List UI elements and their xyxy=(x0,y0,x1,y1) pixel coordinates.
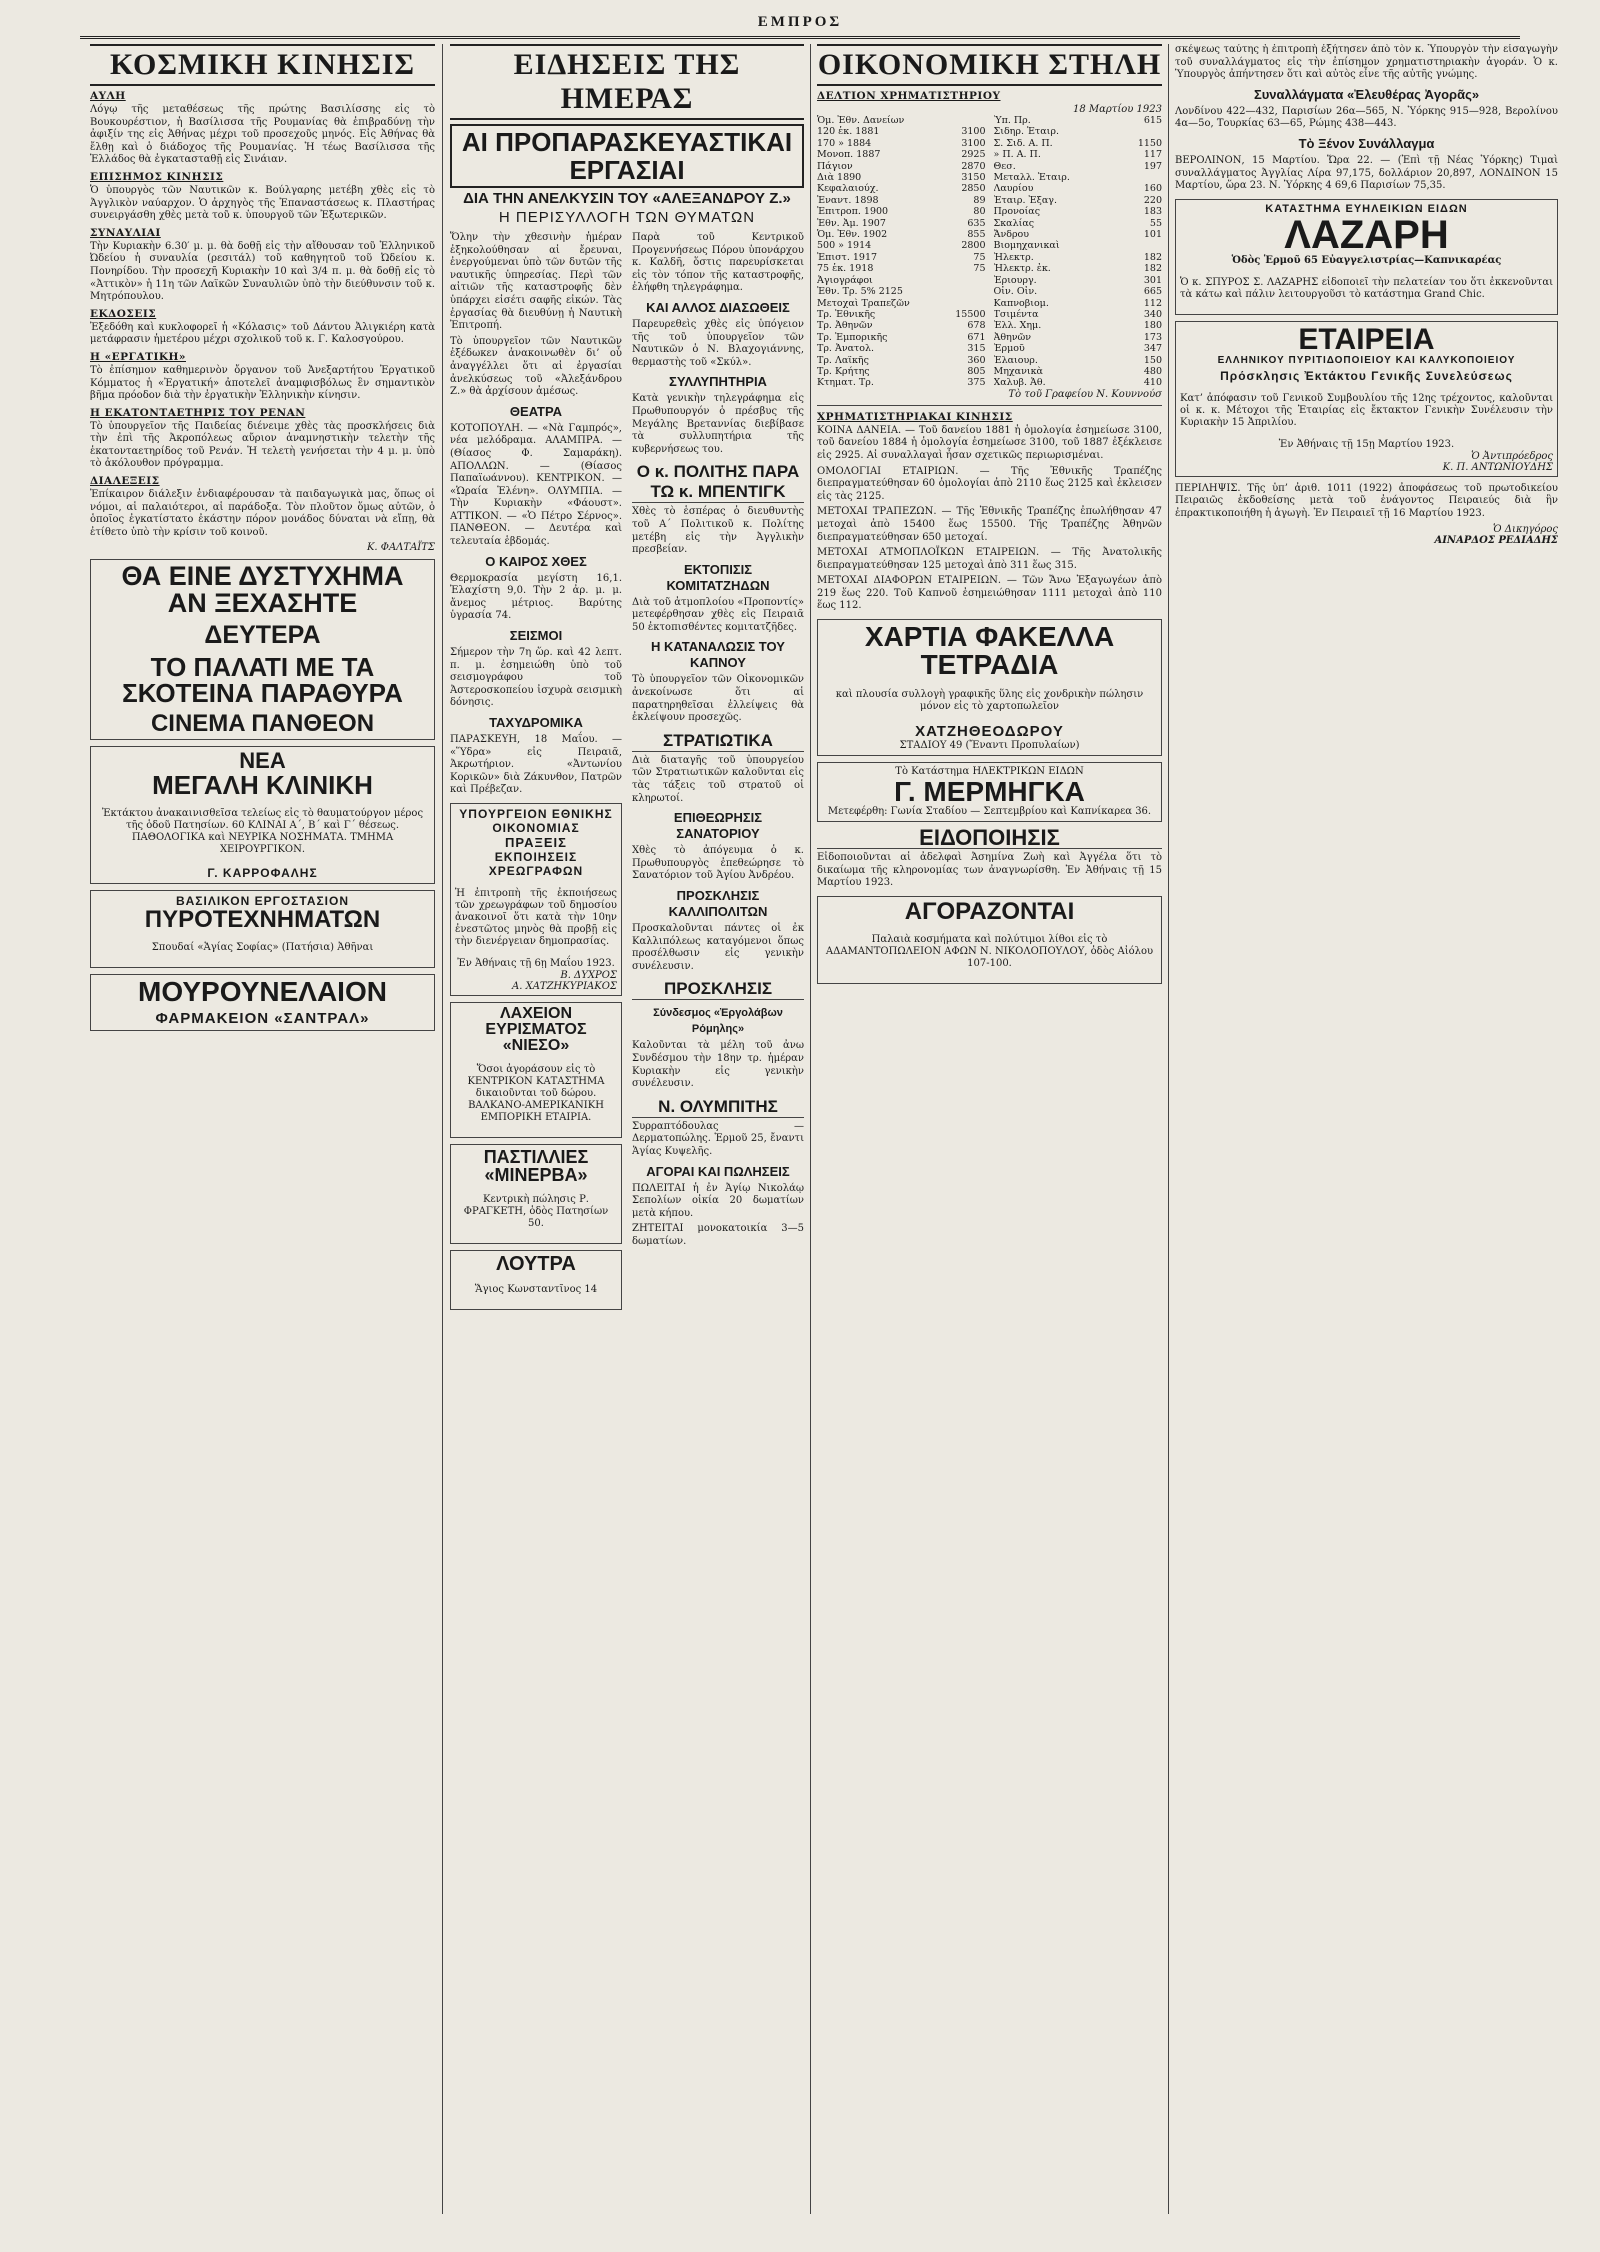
ad-text: Παλαιὰ κοσμήματα καὶ πολύτιμοι λίθοι εἰς τὸ ΑΔΑΜΑΝΤΟΠΩΛΕΙΟΝ ΑΦΩΝ Ν. ΝΙΚΟΛΟΠΟΥΛΟΥ, ὁδὸς Αἰόλου 107-100. xyxy=(825,933,1154,969)
section-title: ΣΤΡΑΤΙΩΤΙΚΑ xyxy=(632,731,804,752)
section-title: ΣΥΝΑΥΛΙΑΙ xyxy=(90,226,161,239)
quote-row xyxy=(994,320,1163,331)
quote-value: 480 xyxy=(1143,365,1162,377)
quote-row xyxy=(994,286,1163,297)
ad-headline: ΑΓΟΡΑΖΟΝΤΑΙ xyxy=(904,897,1075,925)
quote-value: 183 xyxy=(1143,206,1162,218)
quote-value: 197 xyxy=(1143,160,1162,172)
section-title: Συναλλάγματα «Ἐλευθέρας Ἀγορᾶς» xyxy=(1253,86,1480,102)
notice-subtitle: Πρόσκλησις Ἐκτάκτου Γενικῆς Συνελεύσεως xyxy=(1220,368,1513,383)
notice-subtitle: ΠΡΑΞΕΙΣ xyxy=(505,834,567,850)
clinic-advertisement xyxy=(90,746,435,884)
quote-row xyxy=(817,343,986,354)
column-rule xyxy=(1168,44,1169,2214)
quote-row xyxy=(817,126,986,137)
quotes-column xyxy=(817,115,986,389)
ad-headline: ΜΟΥΡΟΥΝΕΛΑΙΟΝ xyxy=(138,976,387,1008)
article-text: Κατὰ γενικὴν τηλεγράφημα εἰς Πρωθυπουργόν ὁ πρέσβυς τῆς Μεγάλης Βρεταννίας διεβίβασε τὰ συλλυπητήρια τῆς κυβερνήσεως του. xyxy=(632,393,804,455)
section-title: ΚΑΙ ΑΛΛΟΣ ΔΙΑΣΩΘΕΙΣ xyxy=(646,299,790,315)
quote-label: Ἑλλ. Χημ. xyxy=(993,320,1042,332)
quote-value: 89 xyxy=(973,194,986,206)
quote-value: 3100 xyxy=(961,126,986,138)
quote-row xyxy=(817,149,986,160)
lead-subheadline: Η ΠΕΡΙΣΥΛΛΟΓΗ ΤΩΝ ΘΥΜΑΤΩΝ xyxy=(498,209,756,226)
quote-label: Ἀθηνῶν xyxy=(993,331,1032,343)
signature: Ὁ Δικηγόρος xyxy=(1493,523,1558,535)
quote-row xyxy=(994,298,1163,309)
article-text: Ἐξεδόθη καὶ κυκλοφορεῖ ἡ «Κόλασις» τοῦ Δάντου Ἀλιγκιέρη κατὰ μετάφρασιν ἡμετέρου μέχρι σχολικοῦ τοῦ κ. Γ. Καλοσγούρου. xyxy=(90,321,435,346)
ad-text: Ἐκτάκτου ἀνακαινισθεῖσα τελείως εἰς τὸ θαυματούργον μέρος τῆς ὁδοῦ Πατησίων. 60 ΚΛΙΝΑΙ Α΄, Β΄ καὶ Γ΄ θέσεως. ΠΑΘΟΛΟΓΙΚΑ καὶ ΝΕΥΡΙΚΑ ΝΟΣΗΜΑΤΑ. ΤΜΗΜΑ ΧΕΙΡΟΥΡΓΙΚΟΝ. xyxy=(101,808,424,856)
quote-value: 182 xyxy=(1143,263,1162,275)
quote-value: 2850 xyxy=(961,183,986,195)
quote-label: Μονοπ. 1887 xyxy=(817,149,881,161)
quote-row xyxy=(817,172,986,183)
quote-label: Ὁμ. Ἐθν. 1902 xyxy=(817,229,888,241)
quote-value: 2800 xyxy=(961,240,986,252)
article-text: Τὸ ὑπουργεῖον τῆς Παιδείας διένειμε χθὲς τὰς προσκλήσεις διὰ τὴν ἐπὶ τῆς Ἀκροπόλεως αὔριον ἀναμνηστικὴν τελετὴν τῆς ἑκατονταετηρίδος τοῦ Ρενάν. Ἡ τελετὴ γενήσεται τὴν 4 μ. μ. ὑπὸ τὸ ἀκόλουθον πρόγραμμα. xyxy=(90,420,435,470)
table-date: 18 Μαρτίου 1923 xyxy=(1073,104,1162,115)
quote-label: Ἠλεκτρ. xyxy=(993,251,1034,263)
ministry-notice xyxy=(450,803,622,996)
quote-row xyxy=(994,206,1163,217)
quote-label: Ἐριουργ. xyxy=(993,274,1037,286)
gunpowder-company-notice xyxy=(1175,321,1558,477)
ad-text: Ἅγιος Κωνσταντῖνος 14 xyxy=(474,1283,598,1295)
quote-label: Ὑπ. Πρ. xyxy=(993,115,1031,126)
fireworks-advertisement xyxy=(90,890,435,968)
quote-row xyxy=(817,229,986,240)
quote-row xyxy=(817,309,986,320)
article-text: Χθὲς τὸ ἀπόγευμα ὁ κ. Πρωθυπουργὸς ἐπεθεώρησε τὸ Σανατόριον τοῦ Ἀγίου Ἀνδρέου. xyxy=(632,845,804,882)
quote-value: 671 xyxy=(967,331,986,343)
quote-row xyxy=(994,229,1163,240)
quote-row xyxy=(994,332,1163,343)
quote-row xyxy=(994,240,1163,251)
quote-row xyxy=(994,126,1163,137)
quote-value: 1150 xyxy=(1137,137,1162,149)
quote-value: 855 xyxy=(967,229,986,241)
quote-label: Μεταλλ. Ἑταιρ. xyxy=(993,172,1070,184)
column-news xyxy=(450,44,804,2214)
notice-date: Ἐν Ἀθήναις τῇ 15ῃ Μαρτίου 1923. xyxy=(1278,438,1455,450)
ad-text: Ὁ κ. ΣΠΥΡΟΣ Σ. ΛΑΖΑΡΗΣ εἰδοποιεῖ τὴν πελατείαν του ὅτι ἐκκενοῦνται τὰ κάτω καὶ πάλιν λειτουργοῦσι τὸ κατάστημα Grand Chic. xyxy=(1180,276,1553,300)
ad-headline: ΑΝ ΞΕΧΑΣΗΤΕ xyxy=(167,588,358,619)
jewellery-advertisement xyxy=(817,896,1162,984)
quote-label: Ἐπιτροπ. 1900 xyxy=(817,206,889,218)
quote-label: Ἐθν. Τρ. 5% 2125 xyxy=(817,286,903,298)
article-text: Θερμοκρασία μεγίστη 16,1. Ἐλαχίστη 9,0. Τὴν 2 ἀρ. μ. μ. ἄνεμος μέτριος. Βαρύτης ὑγρασία 74. xyxy=(450,572,622,622)
ad-address: ΣΤΑΔΙΟΥ 49 (Ἔναντι Προπυλαίων) xyxy=(899,740,1080,752)
quote-row xyxy=(994,263,1163,274)
quote-value: 2870 xyxy=(961,160,986,172)
quote-row xyxy=(994,183,1163,194)
section-title: Ν. ΟΛΥΜΠΙΤΗΣ xyxy=(632,1097,804,1118)
section-title: Ο ΚΑΙΡΟΣ ΧΘΕΣ xyxy=(485,553,587,569)
article-text: Διὰ διαταγῆς τοῦ ὑπουργείου τῶν Στρατιωτικῶν καλοῦνται εἰς τὰς τάξεις τοῦ στρατοῦ οἱ κληρωτοί. xyxy=(632,754,804,804)
quote-row xyxy=(817,240,986,251)
quote-label: Τσιμέντα xyxy=(993,308,1039,320)
article-text: Σήμερον τὴν 7η ὥρ. καὶ 42 λεπτ. π. μ. ἐσημειώθη ὑπὸ τοῦ σεισμογράφου τοῦ Ἀστεροσκοπείου ἰσχυρὰ σεισμικὴ δόνησις. xyxy=(450,647,622,709)
ad-shop-name: ΛΑΖΑΡΗ xyxy=(1284,212,1449,257)
quote-label: Βιομηχανικαὶ xyxy=(993,240,1060,252)
section-title: ΧΡΗΜΑΤΙΣΤΗΡΙΑΚΑΙ ΚΙΝΗΣΙΣ xyxy=(817,410,1013,423)
section-title: ΕΚΤΟΠΙΣΙΣ ΚΟΜΙΤΑΤΖΗΔΩΝ xyxy=(666,561,770,593)
quote-row xyxy=(994,343,1163,354)
ad-headline: ΒΑΣΙΛΙΚΟΝ ΕΡΓΟΣΤΑΣΙΟΝ xyxy=(175,894,350,909)
quote-row xyxy=(994,252,1163,263)
quote-row xyxy=(994,161,1163,172)
ad-text: καὶ πλουσία συλλογὴ γραφικῆς ὕλης εἰς χονδρικὴν πώλησιν μόνον εἰς τὸ χαρτοπωλεῖον xyxy=(835,689,1144,713)
quote-label: Σιδηρ. Ἑταιρ. xyxy=(993,126,1059,138)
section-title: ΠΡΟΣΚΛΗΣΙΣ xyxy=(632,979,804,1000)
quote-label: Μετοχαὶ Τραπεζῶν xyxy=(817,297,910,309)
column-header: ΟΙΚΟΝΟΜΙΚΗ ΣΤΗΛΗ xyxy=(817,44,1162,86)
ad-cinema-name: CINEMA ΠΑΝΘΕΟΝ xyxy=(150,710,375,738)
quote-value: 3150 xyxy=(961,172,986,184)
ad-headline: ΚΑΤΑΣΤΗΜΑ ΕΥΗΛΕΙΚΙΩΝ ΕΙΔΩΝ xyxy=(1265,202,1468,215)
quote-value: 678 xyxy=(967,320,986,332)
stationery-advertisement xyxy=(817,619,1162,756)
ad-text: Τὸ Κατάστημα ΗΛΕΚΤΡΙΚΩΝ ΕΙΔΩΝ xyxy=(895,766,1084,778)
section-title: Η ΚΑΤΑΝΑΛΩΣΙΣ ΤΟΥ ΚΑΠΝΟΥ xyxy=(651,639,785,671)
article-text: ΚΟΙΝΑ ΔΑΝΕΙΑ. — Τοῦ δανείου 1881 ἡ ὁμολογία ἐσημείωσε 3100, τοῦ δανείου 1884 ἡ ὁμολογία ἐσημείωσε 3100, τοῦ 1887 ἐξέκλεισε εἰς 2925. Αἱ συναλλαγαὶ ἦσαν σχετικῶς περιωρισμέναι. xyxy=(817,424,1162,461)
quote-label: Θεσ. xyxy=(993,160,1016,172)
quote-row xyxy=(994,309,1163,320)
section-title: ΣΕΙΣΜΟΙ xyxy=(509,628,563,644)
ad-shop-name: ΧΑΤΖΗΘΕΟΔΩΡΟΥ xyxy=(915,723,1064,741)
quote-value: 75 xyxy=(973,251,986,263)
notice-text: Κατ’ ἀπόφασιν τοῦ Γενικοῦ Συμβουλίου τῆς 12ης τρέχοντος, καλοῦνται οἱ κ. κ. Μέτοχοι τῆς Ἑταιρίας εἰς ἔκτακτον Γενικὴν Συνέλευσιν τὴν Κυριακὴν 15 Ἀπριλίου. xyxy=(1180,392,1553,428)
quote-label: Διὰ 1890 xyxy=(817,172,862,184)
ad-signature: Γ. ΚΑΡΡΟΦΑΛΗΣ xyxy=(207,866,318,881)
section-title: ΕΠΙΣΗΜΟΣ ΚΙΝΗΣΙΣ xyxy=(90,170,224,183)
quote-value: 410 xyxy=(1143,377,1162,389)
quote-row xyxy=(817,138,986,149)
quote-value: 180 xyxy=(1143,320,1162,332)
article-text: Παρὰ τοῦ Κεντρικοῦ Προγεννήσεως Πόρου ὑπονάρχου κ. Καλδῆ, ὅστις παρευρίσκεται εἰς τὸν τόπον τῆς καταστροφῆς, ἐλήφθη τηλεγράφημα. xyxy=(632,232,804,294)
quote-value: 665 xyxy=(1143,286,1162,298)
lead-story xyxy=(450,232,804,1316)
article-text: Τὸ ὑπουργεῖον τῶν Ναυτικῶν ἐξέδωκεν ἀνακοινωθὲν δι’ οὗ ἀναγγέλλει ὅτι αἱ ἐργασίαι ἀνελκύσεως τοῦ «Ἀλεξάνδρου Ζ.» θὰ ἀρχίσουν ἀμέσως. xyxy=(450,335,622,398)
quote-label: Χαλυβ. Ἀθ. xyxy=(993,377,1046,389)
section-title: ΕΙΔΟΠΟΙΗΣΙΣ xyxy=(817,828,1162,849)
quote-row xyxy=(817,263,986,274)
notice-signature: Β. ΔΥΧΡΟΣ xyxy=(560,969,617,981)
quote-label: Ἠλεκτρ. ἐκ. xyxy=(993,263,1051,275)
quotes-column xyxy=(994,115,1163,389)
quote-value: 80 xyxy=(973,206,986,218)
quote-row xyxy=(817,115,986,126)
section-title: Η «ΕΡΓΑΤΙΚΗ» xyxy=(90,350,186,363)
column-finance xyxy=(817,44,1162,2214)
quote-row xyxy=(817,275,986,286)
quote-label: Ἐθν. Ἀμ. 1907 xyxy=(817,217,886,229)
quote-label: Μηχανικὰ xyxy=(993,365,1043,377)
ad-headline: ΔΕΥΤΕΡΑ xyxy=(204,621,321,650)
quote-label: 500 » 1914 xyxy=(817,240,872,252)
columns xyxy=(90,44,1558,2214)
article-text: ΜΕΤΟΧΑΙ ΤΡΑΠΕΖΩΝ. — Τῆς Ἐθνικῆς Τραπέζης ἐπωλήθησαν 47 μετοχαὶ ἀπὸ 15400 ἕως 15500. Τῆς Τραπέζης Ἀθηνῶν διεπραγματεύθησαν 650 μετοχαί. xyxy=(817,506,1162,543)
masthead: ΕΜΠΡΟΣ xyxy=(80,14,1520,39)
notice-signature: Α. ΧΑΤΖΗΚΥΡΙΑΚΟΣ xyxy=(512,980,617,992)
article-text: Ἐπίκαιρον διάλεξιν ἐνδιαφέρουσαν τὰ παιδαγωγικὰ μας, ὅπως οἱ νόμοι, αἱ παλαιότεροι, αἱ παράδοξα. Τὸν πλοῦτον ὅμως αὐτῶν, ὁ ὁποῖος ἐγκατίστατο ἐκάστην πόρον μονάδος δύναται νὰ εἴπῃ, θὰ ἐτίθετο ὑπὸ τὴν κρίσιν τοῦ κοινοῦ. xyxy=(90,489,435,538)
quote-row xyxy=(994,149,1163,160)
quote-value: 173 xyxy=(1143,331,1162,343)
quote-label: Ἑρμοῦ xyxy=(993,343,1025,355)
lead-subheadline: ΔΙΑ ΤΗΝ ΑΝΕΛΚΥΣΙΝ ΤΟΥ «ΑΛΕΞΑΝΔΡΟΥ Ζ.» xyxy=(463,190,791,207)
quote-label: Ἄνδρου xyxy=(993,229,1030,241)
section-title: ΑΥΛΗ xyxy=(90,90,126,102)
ad-film-title: ΤΟ ΠΑΛΑΤΙ ΜΕ ΤΑ ΣΚΟΤΕΙΝΑ ΠΑΡΑΘΥΡΑ xyxy=(122,652,403,709)
quote-label: Ἀγιογράφοι xyxy=(817,274,873,286)
quote-value: 375 xyxy=(967,377,986,389)
quote-value: 315 xyxy=(967,343,986,355)
quote-label: Ὁμ. Ἐθν. Δανείων xyxy=(817,115,905,126)
section-title: ΑΓΟΡΑΙ ΚΑΙ ΠΩΛΗΣΕΙΣ xyxy=(646,1163,790,1179)
section-title: ΘΕΑΤΡΑ xyxy=(509,403,563,419)
quote-row xyxy=(817,195,986,206)
quote-row xyxy=(994,115,1163,126)
stock-quotes-table xyxy=(817,115,1162,389)
pastilles-advertisement xyxy=(450,1144,622,1244)
quote-row xyxy=(817,206,986,217)
table-source: Τὸ τοῦ Γραφείου Ν. Κουννούσ xyxy=(1008,388,1162,400)
ad-headline: ΛΑΧΕΙΟΝ ΕΥΡΙΣΜΑΤΟΣ «ΝΙΕΣΟ» xyxy=(485,1004,587,1054)
quote-row xyxy=(994,138,1163,149)
quote-row xyxy=(817,320,986,331)
quote-row xyxy=(994,377,1163,388)
article-text: ΜΕΤΟΧΑΙ ΑΤΜΟΠΛΟΪΚΩΝ ΕΤΑΙΡΕΙΩΝ. — Τῆς Ἀνατολικῆς διεπραγματεύθησαν 125 μετοχαὶ ἀπὸ 311 ἕως 315. xyxy=(817,547,1162,571)
article-text: σκέψεως ταύτης ἡ ἐπιτροπὴ ἐξήτησεν ἀπὸ τὸν κ. Ὑπουργὸν τὴν εἰσαγωγὴν τοῦ συναλλάγματος εἰς τὴν ἐπίσημον χρηματιστηριακὴν ἀγοράν. Ὁ κ. Ὑπουργὸς ἀπήντησεν ὅτι καὶ αὐτὸς εἶνε τῆς αὐτῆς γνώμης. xyxy=(1175,44,1558,81)
quote-label: 170 » 1884 xyxy=(817,137,872,149)
article-text: Λόγῳ τῆς μεταθέσεως τῆς πρώτης Βασιλίσσης εἰς τὸ Βουκουρέστιον, ἡ Βασίλισσα τῆς Ρουμανίας θὰ ἐπιβραδύνῃ τὴν ἀφιξίν της εἰς Ἀθήνας μέχρι τοῦ προσεχοῦς μηνός. Εἰς Ἀθήνας θὰ ἔλθῃ καὶ ὁ διάδοχος τῆς Ρουμανίας. Ἡ τέως Βασίλισσα τῆς Ἑλλάδος θὰ ἐγκατασταθῇ εἰς Σινάιαν. xyxy=(90,104,435,166)
quote-row xyxy=(817,161,986,172)
quote-row xyxy=(817,355,986,366)
quote-row xyxy=(817,366,986,377)
quote-value: 112 xyxy=(1143,297,1162,309)
article-text: Προσκαλοῦνται πάντες οἱ ἐκ Καλλιπόλεως καταγόμενοι ὅπως προσέλθωσιν εἰς γενικὴν συνέλευσιν. xyxy=(632,923,804,972)
quote-label: » Π. Α. Π. xyxy=(993,149,1041,161)
ad-text: Ὅσοι ἀγοράσουν εἰς τὸ ΚΕΝΤΡΙΚΟΝ ΚΑΤΑΣΤΗΜΑ δικαιοῦνται τοῦ δώρου. ΒΑΛΚΑΝΟ-ΑΜΕΡΙΚΑΝΙΚΗ ΕΜΠΟΡΙΚΗ ΕΤΑΙΡΙΑ. xyxy=(467,1063,605,1123)
article-text: ΠΕΡΙΛΗΨΙΣ. Τῆς ὑπ’ ἀριθ. 1011 (1922) ἀποφάσεως τοῦ πρωτοδικείου Πειραιῶς ἐκδοθείσης μετὰ τοῦ ἐνάγοντος Πειραιεύς διὰ ἣν ἐπρακτικοποιήθη ἡ ἀγωγὴ. Ἐν Πειραιεῖ τῇ 16 Μαρτίου 1923. xyxy=(1175,482,1558,519)
article-text: Τὸ ἐπίσημον καθημερινὸν ὄργανον τοῦ Ἀνεξαρτήτου Ἐργατικοῦ Κόμματος ἡ «Ἐργατική» ἀποτελεῖ ἀναμφισβόλως ἓν σημαντικὸν βῆμα πρόοδον διὰ τὴν ἐργατικὴν Ἑλληνικὴν κίνησιν. xyxy=(90,364,435,402)
cod-liver-oil-advertisement xyxy=(90,974,435,1031)
quote-value: 3100 xyxy=(961,137,986,149)
section-title: ΕΠΙΘΕΩΡΗΣΙΣ ΣΑΝΑΤΟΡΙΟΥ xyxy=(673,810,763,842)
quote-label: 75 ἑκ. 1918 xyxy=(817,263,874,275)
ad-headline: ΧΑΡΤΙΑ ΦΑΚΕΛΛΑ ΤΕΤΡΑΔΙΑ xyxy=(864,621,1115,681)
section-title: ΕΚΔΟΣΕΙΣ xyxy=(90,307,157,320)
quote-value: 101 xyxy=(1143,229,1162,241)
quote-row xyxy=(994,195,1163,206)
quote-label: Ἐπιστ. 1917 xyxy=(817,251,878,263)
quote-label: 120 ἑκ. 1881 xyxy=(817,126,880,138)
article-text: Λονδίνου 422—432, Παρισίων 26α—565, Ν. Ὑόρκης 915—928, Βερολίνου 4α—5ο, Τουρκίας 63—65, Ρώμης 438—443. xyxy=(1175,105,1558,130)
quote-label: Τρ. Ἀνατολ. xyxy=(817,343,875,355)
section-title: Ο κ. ΠΟΛΙΤΗΣ ΠΑΡΑ ΤΩ κ. ΜΠΕΝΤΙΓΚ xyxy=(632,462,804,503)
column-header: ΚΟΣΜΙΚΗ ΚΙΝΗΣΙΣ xyxy=(90,44,435,86)
quote-value: 615 xyxy=(1143,115,1162,126)
quote-value: 150 xyxy=(1143,354,1162,366)
notice-title: ΥΠΟΥΡΓΕΙΟΝ ΕΘΝΙΚΗΣ ΟΙΚΟΝΟΜΙΑΣ xyxy=(459,806,613,835)
quote-row xyxy=(817,298,986,309)
ad-address: Μετεφέρθη: Γωνία Σταδίου — Σεπτεμβρίου καὶ Καπνίκαρεα 36. xyxy=(827,806,1152,818)
notice-signature: Κ. Π. ΑΝΤΩΝΙΟΥΔΗΣ xyxy=(1442,461,1553,473)
article-text: ΖΗΤΕΙΤΑΙ μονοκατοικία 3—5 δωματίων. xyxy=(632,1223,804,1247)
lead-headline: ΑΙ ΠΡΟΠΑΡΑΣΚΕΥΑΣΤΙΚΑΙ ΕΡΓΑΣΙΑΙ xyxy=(450,124,804,188)
ad-headline: ΜΕΓΑΛΗ ΚΛΙΝΙΚΗ xyxy=(152,770,373,801)
quote-label: Ἐναντ. 1898 xyxy=(817,194,879,206)
signature: Κ. ΦΑΛΤΑΪΤΣ xyxy=(366,542,435,554)
article-text: ΟΜΟΛΟΓΙΑΙ ΕΤΑΙΡΙΩΝ. — Τῆς Ἐθνικῆς Τραπέζης διεπραγματεύθησαν 60 ὁμολογίαι ἀπὸ 2110 ἕως 2125 καὶ ἐκλεισεν εἰς τὰς 2125. xyxy=(817,465,1162,502)
article-text: ΒΕΡΟΛΙΝΟΝ, 15 Μαρτίου. Ὥρα 22. — (Ἐπὶ τῇ Νέας Ὑόρκης) Τιμαὶ συναλλάγματος Ἀγγλίας Λίρα 97,175, δολλάριον 20,897, ΛΟΝΔΙΝΟΝ 15 Μαρτίου, ὥρα 23. Ν. Ὑόρκης 4 69,6 Παρισίων 75,35. xyxy=(1175,154,1558,192)
quote-row xyxy=(994,218,1163,229)
quote-row xyxy=(817,183,986,194)
notice-text: Ἡ ἐπιτροπὴ τῆς ἐκποιήσεως τῶν χρεωγράφων τοῦ δημοσίου ἀνακοινοῖ ὅτι κατὰ τὴν 10ην ἐνεστῶτος μηνὸς θὰ προβῇ εἰς τὴν διενέργειαν δημοπρασίας. xyxy=(455,887,617,947)
ad-headline: ΘΑ ΕΙΝΕ ΔΥΣΤΥΧΗΜΑ xyxy=(121,561,404,592)
quote-label: Πάγιον xyxy=(817,160,853,172)
electrical-shop-advertisement xyxy=(817,762,1162,822)
ad-address: Ὁδὸς Ἑρμοῦ 65 Εὐαγγελιστρίας—Καπνικαρέας xyxy=(1231,254,1502,266)
quote-row xyxy=(994,275,1163,286)
newspaper-page xyxy=(20,14,1580,2214)
quote-label: Τρ. Ἐμπορικῆς xyxy=(817,331,888,343)
notice-date: Ἐν Ἀθήναις τῇ 6ῃ Μαΐου 1923. xyxy=(457,957,615,969)
quote-row xyxy=(817,218,986,229)
quote-label: Σ. Σιδ. Α. Π. xyxy=(993,137,1053,149)
cinema-advertisement xyxy=(90,559,435,740)
quote-value: 182 xyxy=(1143,251,1162,263)
divider xyxy=(817,405,1162,406)
quote-value: 360 xyxy=(967,354,986,366)
quote-label: Καπνοβιομ. xyxy=(993,297,1049,309)
column-header: ΕΙΔΗΣΕΙΣ ΤΗΣ ΗΜΕΡΑΣ xyxy=(450,44,804,120)
article-text: Παρευρεθεὶς χθὲς εἰς ὑπόγειον τῆς τοῦ ὑπουργεῖον τῶν Ναυτικῶν ὁ Ν. Βλαχογιάννης, θερμαστὴς τοῦ «Σκύλ». xyxy=(632,318,804,368)
quote-value: 635 xyxy=(967,217,986,229)
section-title: Τὸ Ξένον Συνάλλαγμα xyxy=(1298,135,1435,151)
lottery-advertisement xyxy=(450,1002,622,1138)
ad-pharmacy: ΦΑΡΜΑΚΕΙΟΝ «ΣΑΝΤΡΑΛ» xyxy=(155,1010,370,1028)
section-title: Η ΕΚΑΤΟΝΤΑΕΤΗΡΙΣ ΤΟΥ ΡΕΝΑΝ xyxy=(90,406,306,419)
section-subtitle: Σύνδεσμος «Ἐργολάβων Ρόμηλης» xyxy=(653,1007,783,1036)
notice-signature: Ὁ Ἀντιπρόεδρος xyxy=(1471,450,1553,462)
quote-label: Τρ. Κρήτης xyxy=(817,365,870,377)
quote-label: Προνοίας xyxy=(993,206,1041,218)
article-text: Καλοῦνται τὰ μέλη τοῦ ἀνω Συνδέσμου τὴν 18ην τρ. ἡμέραν Κυριακὴν εἰς γενικὴν συνέλευσιν. xyxy=(632,1040,804,1090)
quote-row xyxy=(994,355,1163,366)
baths-advertisement xyxy=(450,1250,622,1310)
quote-value: 340 xyxy=(1143,308,1162,320)
article-text: ΚΟΤΟΠΟΥΛΗ. — «Νὰ Γαμπρός», νέα μελόδραμα. ΑΛΑΜΠΡΑ. — (Θίασος Φ. Σαμαράκη). ΑΠΟΛΛΩΝ. — (Θίασος Παπαϊωάννου). ΚΕΝΤΡΙΚΟΝ. — «Ὡραία Ἑλένη». ΟΛΥΜΠΙΑ. — Τὴν Κυριακὴν «Φάουστ». ΑΤΤΙΚΟΝ. — «Ὁ Πέτρο Σέρνος». ΠΑΝΘΕΟΝ. — Δευτέρα καὶ τελευταία ἑβδομάς. xyxy=(450,422,622,548)
article-text: Εἰδοποιοῦνται αἱ ἀδελφαὶ Ἀσημίνα Ζωὴ καὶ Ἀγγέλα ὅτι τὸ δικαίωμα τῆς κληρονομίας των ἀναγνωρίσθη. Ἐν Ἀθήναις τῇ 15 Μαρτίου 1923. xyxy=(817,852,1162,889)
quote-value: 15500 xyxy=(955,308,986,320)
quote-value: 2925 xyxy=(961,149,986,161)
column-finance-continued xyxy=(1175,44,1558,2214)
article-text: Συρραπτόδουλας — Δερματοπώλης. Ἑρμοῦ 25, ἔναντι Ἁγίας Κυψελῆς. xyxy=(632,1120,804,1157)
article-text: Ὅλην τὴν χθεσινὴν ἡμέραν ἐξηκολούθησαν αἱ ἔρευναι, ἐνεργούμεναι ὑπὸ τῶν δυτῶν τῆς ναυτικῆς ὑπηρεσίας. Περὶ τῶν αἰτιῶν τῆς καταστροφῆς δὲν ὑπάρχει εἰσέτι σαφῆς εἰκών. Τὰς ἐργασίας θὰ διευθύνῃ ἡ Ναυτικὴ Ἐπιτροπή. xyxy=(450,232,622,332)
notice-title: ΕΤΑΙΡΕΙΑ xyxy=(1298,322,1435,356)
quote-label: Κεφαλαιούχ. xyxy=(817,183,879,195)
column-rule xyxy=(442,44,443,2214)
ad-text: Σπουδαί «Ἁγίας Σοφίας» (Πατήσια) Ἀθῆναι xyxy=(151,942,374,954)
section-title: ΠΡΟΣΚΛΗΣΙΣ ΚΑΛΛΙΠΟΛΙΤΩΝ xyxy=(668,888,768,919)
quote-label: Τρ. Ἀθηνῶν xyxy=(817,320,873,332)
quote-value: 805 xyxy=(967,365,986,377)
article-text: ΠΩΛΕΙΤΑΙ ἡ ἐν Ἀγίῳ Νικολάῳ Σεπολίων οἰκία 20 δωματίων μετὰ κήπου. xyxy=(632,1182,804,1219)
quote-label: Κτηματ. Τρ. xyxy=(817,377,874,389)
quote-value: 75 xyxy=(973,263,986,275)
article-text: Τὴν Κυριακὴν 6.30′ μ. μ. θὰ δοθῇ εἰς τὴν αἴθουσαν τοῦ Ἑλληνικοῦ Ὠδείου ἡ συναυλία (ρεσιτάλ) τοῦ καθηγητοῦ τοῦ Ὠδείου κ. Πονηρίδου. Τὴν προσεχῆ Κυριακὴν 10 καὶ 3/4 π. μ. θὰ δοθῇ εἰς τὸ «Ἀττικὸν» ἡ 11η τῶν Λαϊκῶν Συναυλιῶν ὑπὸ τὴν διεύθυνσιν τοῦ κ. Μητρόπουλου. xyxy=(90,240,435,303)
ad-headline: ΠΥΡΟΤΕΧΝΗΜΑΤΩΝ xyxy=(144,906,381,934)
quote-value: 55 xyxy=(1149,217,1162,229)
quote-label: Σκαλίας xyxy=(993,217,1035,229)
quote-label: Οἶν. Οἰν. xyxy=(993,286,1038,298)
quote-label: Λαυρίου xyxy=(993,183,1034,195)
quote-label: Ἑταιρ. Ἐξαγ. xyxy=(993,194,1057,206)
section-title: ΔΙΑΛΕΞΕΙΣ xyxy=(90,475,160,488)
quote-row xyxy=(817,332,986,343)
quote-row xyxy=(817,286,986,297)
quote-row xyxy=(817,252,986,263)
article-text: Χθὲς τὸ ἑσπέρας ὁ διευθυντὴς τοῦ Α΄ Πολιτικοῦ κ. Πολίτης μετέβη εἰς τὴν Ἀγγλικὴν πρεσβείαν. xyxy=(632,506,804,556)
article-text: Διὰ τοῦ ἀτμοπλοίου «Προποντίς» μετεφέρθησαν χθὲς εἰς Πειραιᾶ 50 ἐκτοπισθέντες κομιτατζῆδες. xyxy=(632,596,804,633)
quote-label: Τρ. Ἐθνικῆς xyxy=(817,308,876,320)
lazari-store-advertisement xyxy=(1175,199,1558,315)
ad-headline: ΠΑΣΤΙΛΛΙΕΣ «ΜΙΝΕΡΒΑ» xyxy=(483,1146,589,1185)
article-text: ΜΕΤΟΧΑΙ ΔΙΑΦΟΡΩΝ ΕΤΑΙΡΕΙΩΝ. — Τῶν Ἄνω Ἐξαγωγέων ἀπὸ 219 ἕως 220. Τοῦ Καπνοῦ ἐσημειώθησαν 1111 μετοχαὶ ἀπὸ 110 ἕως 112. xyxy=(817,575,1162,612)
quote-value: 220 xyxy=(1143,194,1162,206)
quote-value: 347 xyxy=(1143,343,1162,355)
quote-row xyxy=(994,172,1163,183)
column-rule xyxy=(810,44,811,2214)
quote-value: 301 xyxy=(1143,274,1162,286)
signature: ΑΙΝΑΡΔΟΣ ΡΕΔΙΑΔΗΣ xyxy=(1434,534,1558,546)
quote-label: Ἐλαιουρ. xyxy=(993,354,1038,366)
article-text: ΠΑΡΑΣΚΕΥΗ, 18 Μαΐου. — «Ὕδρα» εἰς Πειραιᾶ, Ἀκρωτήριον. «Ἀντωνίου Κορικῶν» διὰ Ζάκυνθον, Πατρῶν καὶ Πρέβεζαν. xyxy=(450,734,622,796)
quote-label: Τρ. Λαϊκῆς xyxy=(817,354,869,366)
ad-shop-name: Γ. ΜΕΡΜΗΓΚΑ xyxy=(894,776,1085,808)
quote-row xyxy=(817,377,986,388)
ad-headline: ΝΕΑ xyxy=(239,748,286,774)
column-society xyxy=(90,44,435,2214)
article-text: Ὁ ὑπουργὸς τῶν Ναυτικῶν κ. Βούλγαρης μετέβη χθὲς εἰς τὸ Ἀγγλικὸν ναύαρχον. Ὁ ἀρχηγὸς τῆς Ἐπαναστάσεως κ. Πλαστήρας συνειργάσθη χθὲς μετὰ τοῦ κ. ὑπουργοῦ τῶν Ἐξωτερικῶν. xyxy=(90,184,435,222)
article-text: Τὸ ὑπουργεῖον τῶν Οἰκονομικῶν ἀνεκοίνωσε ὅτι αἱ παρατηρηθεῖσαι ἐλλείψεις θὰ ἐκλείψουν προσεχῶς. xyxy=(632,674,804,724)
ad-text: Κεντρικὴ πώλησις Ρ. ΦΡΑΓΚΕΤΗ, ὁδὸς Πατησίων 50. xyxy=(463,1193,609,1229)
notice-subtitle: ΕΚΠΟΙΗΣΕΙΣ ΧΡΕΩΓΡΑΦΩΝ xyxy=(488,849,584,878)
ad-headline: ΛΟΥΤΡΑ xyxy=(496,1252,576,1275)
section-title: ΣΥΛΛΥΠΗΤΗΡΙΑ xyxy=(669,374,767,390)
quote-value: 160 xyxy=(1143,183,1162,195)
notice-subtitle: ΕΛΛΗΝΙΚΟΥ ΠΥΡΙΤΙΔΟΠΟΙΕΙΟΥ ΚΑΙ ΚΑΛΥΚΟΠΟΙΕΙΟΥ xyxy=(1217,354,1516,366)
quote-row xyxy=(994,366,1163,377)
section-title: ΤΑΧΥΔΡΟΜΙΚΑ xyxy=(489,715,583,730)
quote-value: 117 xyxy=(1143,149,1162,161)
table-title: ΔΕΛΤΙΟΝ ΧΡΗΜΑΤΙΣΤΗΡΙΟΥ xyxy=(817,90,1001,102)
